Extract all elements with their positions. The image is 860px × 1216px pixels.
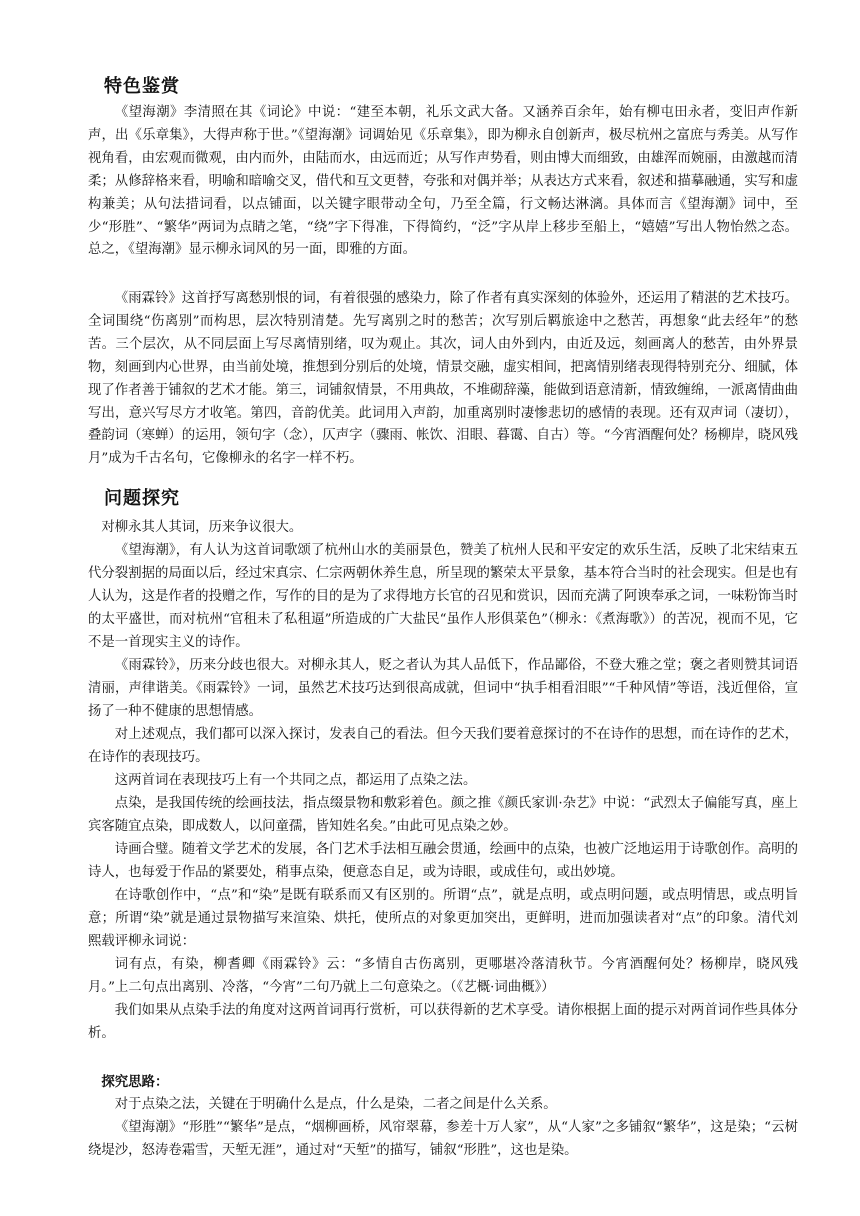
paragraph-approach-key: 对于点染之法，关键在于明确什么是点，什么是染，二者之间是什么关系。 <box>114 1097 557 1112</box>
paragraph-wanghaichao-views: 《望海潮》，有人认为这首词歌颂了杭州山水的美丽景色，赞美了杭州人民和平安定的欢乐生活，反映了北宋结束五代分裂割据的局面以后，经过宋真宗、仁宗两朝休养生息，所呈现的繁荣太平景象，基本符合当时的社会现实。但是也有人认为，这是作者的投赠之作，写作的目的是为了求得地方长官的召见和赏识，因而充满了阿谀奉承之词，一味粉饰当时的太平盛世，而对杭州“官租未了私租逼”所造成的广大盐民“虽作人形俱菜色”（柳永：《煮海歌》）的苦况，视而不见，它不是一首现实主义的诗作。 <box>88 543 798 650</box>
paragraph-dianran-definition: 点染，是我国传统的绘画技法，指点缀景物和敷彩着色。颜之推《颜氏家训·杂艺》中说：“武烈太子偏能写真，座上宾客随宜点染，即成数人，以问童孺，皆知姓名矣。”由此可见点染之妙。 <box>88 796 798 834</box>
quote-yigai: 词有点，有染，柳耆卿《雨霖铃》云：“多情自古伤离别，更哪堪冷落清秋节。今宵酒醒何处？杨柳岸，晓风残月。”上二句点出离别、冷落，“今宵”二句乃就上二句意染之。（《艺概·词曲概》） <box>88 957 798 995</box>
section-title-approach: 探究思路： <box>101 1074 169 1090</box>
paragraph-approach-wanghaichao: 《望海潮》“形胜”“繁华”是点，“烟柳画桥，风帘翠幕，参差十万人家”，从“人家”之多铺叙“繁华”，这是染；“云树绕堤沙，怒涛卷霜雪，天堑无涯”，通过对“天堑”的描写，铺叙“形胜”，这也是染。 <box>88 1120 798 1158</box>
section-title-appreciation: 特色鉴赏 <box>104 76 180 97</box>
section-title-inquiry: 问题探究 <box>104 488 180 509</box>
paragraph-focus-technique: 对上述观点，我们都可以深入探讨，发表自己的看法。但今天我们要着意探讨的不在诗作的思想，而在诗作的艺术，在诗作的表现技巧。 <box>88 727 798 765</box>
paragraph-yulinling-appreciation: 《雨霖铃》这首抒写离愁别恨的词，有着很强的感染力，除了作者有真实深刻的体验外，还运用了精湛的艺术技巧。全词围绕“伤离别”而构思，层次特别清楚。先写离别之时的愁苦；次写别后羁旅途中之愁苦，再想象“此去经年”的愁苦。三个层次，从不同层面上写尽离情别绪，叹为观止。其次，词人由外到内，由近及远，刻画离人的愁苦，由外界景物，刻画到内心世界，由当前处境，推想到分别后的处境，情景交融，虚实相间，把离情别绪表现得特别充分、细腻，体现了作者善于铺叙的艺术才能。第三，词铺叙情景，不用典故，不堆砌辞藻，能做到语意清新，情致缠绵，一派离情曲曲写出，意兴写尽方才收笔。第四，音韵优美。此词用入声韵，加重离别时凄惨悲切的感情的表现。还有双声词（凄切），叠韵词（寒蝉）的运用，领句字（念），仄声字（骤雨、帐饮、泪眼、暮霭、自古）等。“今宵酒醒何处？杨柳岸，晓风残月”成为千古名句，它像柳永的名字一样不朽。 <box>88 291 798 467</box>
paragraph-task: 我们如果从点染手法的角度对这两首词再行赏析，可以获得新的艺术享受。请你根据上面的提示对两首词作些具体分析。 <box>88 1003 798 1041</box>
paragraph-controversy: 对柳永其人其词，历来争议很大。 <box>101 520 303 535</box>
paragraph-common-point: 这两首词在表现技巧上有一个共同之点，都运用了点染之法。 <box>114 773 477 788</box>
paragraph-poetry-painting: 诗画合璧。随着文学艺术的发展，各门艺术手法相互融会贯通，绘画中的点染，也被广泛地运用于诗歌创作。高明的诗人，也每爱于作品的紧要处，稍事点染，便意态自足，或为诗眼，或成佳句，或出妙境。 <box>88 842 798 880</box>
paragraph-wanghaichao-appreciation: 《望海潮》李清照在其《词论》中说：“建至本朝，礼乐文武大备。又涵养百余年，始有柳屯田永者，变旧声作新声，出《乐章集》，大得声称于世。”《望海潮》词调始见《乐章集》，即为柳永自创新声，极尽杭州之富庶与秀美。从写作视角看，由宏观而微观，由内而外，由陆而水，由远而近；从写作声势看，则由博大而细致，由雄浑而婉丽，由激越而清柔；从修辞格来看，明喻和暗喻交叉，借代和互文更替，夸张和对偶并举；从表达方式来看，叙述和描摹融通，实写和虚构兼美；从句法措词看，以点铺面，以关键字眼带动全句，乃至全篇，行文畅达淋漓。具体而言《望海潮》词中，至少“形胜”、“繁华”两词为点睛之笔，“绕”字下得准，下得简约，“泛”字从岸上移步至船上，“嬉嬉”写出人物怡然之态。总之，《望海潮》显示柳永词风的另一面，即雅的方面。 <box>88 105 798 258</box>
paragraph-dian-and-ran: 在诗歌创作中，“点”和“染”是既有联系而又有区别的。所谓“点”，就是点明，或点明问题，或点明情思，或点明旨意；所谓“染”就是通过景物描写来渲染、烘托，使所点的对象更加突出，更鲜明，进而加强读者对“点”的印象。清代刘熙载评柳永词说： <box>88 888 798 949</box>
paragraph-yulinling-views: 《雨霖铃》，历来分歧也很大。对柳永其人，贬之者认为其人品低下，作品鄙俗，不登大雅之堂；褒之者则赞其词语清丽，声律谐美。《雨霖铃》一词，虽然艺术技巧达到很高成就，但词中“执手相看泪眼”“千种风情”等语，浅近俚俗，宣扬了一种不健康的思想情感。 <box>88 658 798 719</box>
